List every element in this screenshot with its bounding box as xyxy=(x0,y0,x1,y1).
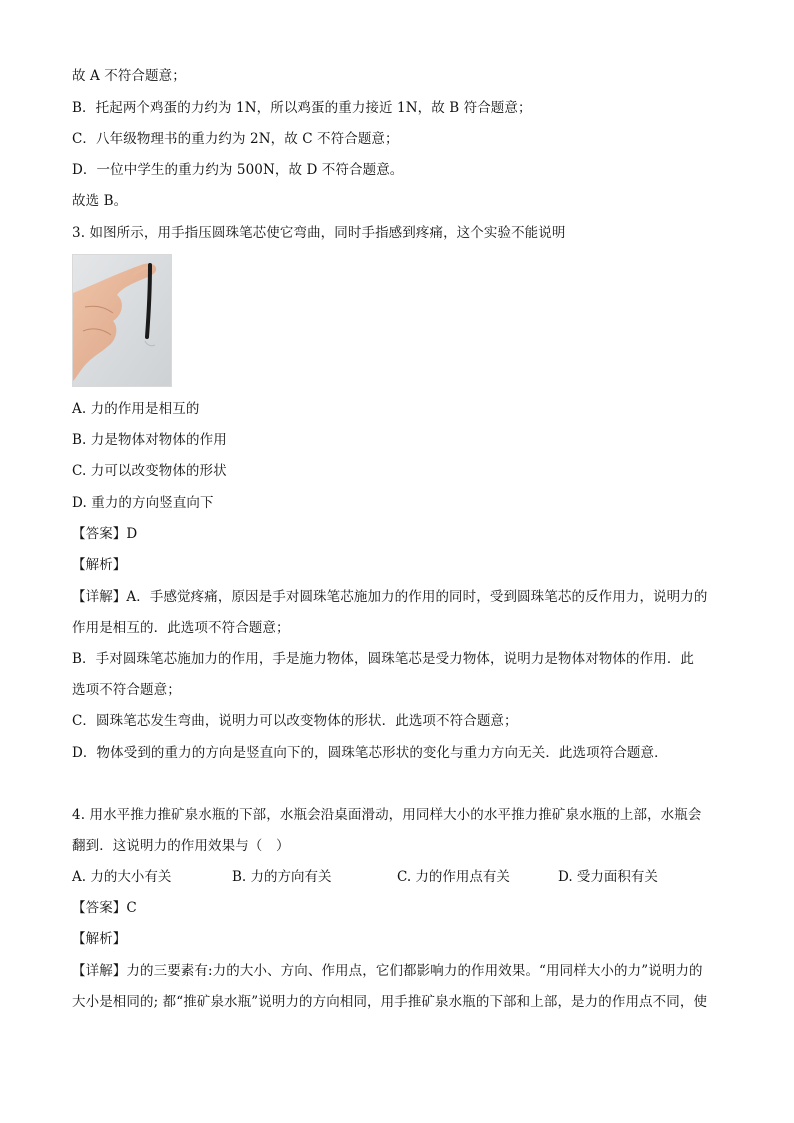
prev-answer-line-3: C．八年级物理书的重力约为 2N，故 C 不符合题意； xyxy=(72,131,399,147)
q3-detail-line-3: B．手对圆珠笔芯施加力的作用，手是施力物体，圆珠笔芯是受力物体，说明力是物体对物体的作用．此 xyxy=(72,651,695,667)
question-3-stem: 3. 如图所示，用手指压圆珠笔芯使它弯曲，同时手指感到疼痛，这个实验不能说明 xyxy=(72,225,566,241)
q4-option-d: D. 受力面积有关 xyxy=(558,869,658,885)
prev-answer-line-4: D．一位中学生的重力约为 500N，故 D 不符合题意。 xyxy=(72,162,404,178)
q4-answer: 【答案】C xyxy=(72,900,137,916)
q3-detail-line-6: D．物体受到的重力的方向是竖直向下的，圆珠笔芯形状的变化与重力方向无关．此选项符合题意． xyxy=(72,745,668,761)
q4-option-b: B. 力的方向有关 xyxy=(232,869,332,885)
prev-answer-line-1: 故 A 不符合题意； xyxy=(72,68,186,84)
q4-detail-line-2: 大小是相同的; 都“推矿泉水瓶”说明力的方向相同，用手推矿泉水瓶的下部和上部，是力的作用点不同，使 xyxy=(72,994,708,1010)
q3-option-c: C. 力可以改变物体的形状 xyxy=(72,463,227,479)
q3-option-a: A. 力的作用是相互的 xyxy=(72,401,200,417)
question-4-stem-line-2: 翻到．这说明力的作用效果与（ ） xyxy=(72,838,290,854)
q4-option-a: A. 力的大小有关 xyxy=(72,869,172,885)
q3-answer: 【答案】D xyxy=(72,526,138,542)
q3-analysis-label: 【解析】 xyxy=(72,557,127,573)
q3-detail-line-1: 【详解】A．手感觉疼痛，原因是手对圆珠笔芯施加力的作用的同时，受到圆珠笔芯的反作用力，说明力的 xyxy=(72,589,708,605)
q4-analysis-label: 【解析】 xyxy=(72,931,127,947)
q3-detail-line-5: C．圆珠笔芯发生弯曲，说明力可以改变物体的形状．此选项不符合题意； xyxy=(72,713,518,729)
q4-option-c: C. 力的作用点有关 xyxy=(397,869,510,885)
finger-pressing-pen-refill-photo xyxy=(72,254,172,387)
prev-answer-line-2: B．托起两个鸡蛋的力约为 1N，所以鸡蛋的重力接近 1N，故 B 符合题意； xyxy=(72,100,532,116)
prev-answer-conclusion: 故选 B。 xyxy=(72,193,128,209)
q3-detail-line-4: 选项不符合题意； xyxy=(72,682,181,698)
q3-option-d: D. 重力的方向竖直向下 xyxy=(72,495,214,511)
q4-detail-line-1: 【详解】力的三要素有:力的大小、方向、作用点，它们都影响力的作用效果。“用同样大小的力”说明力的 xyxy=(72,963,703,979)
question-4-stem-line-1: 4. 用水平推力推矿泉水瓶的下部，水瓶会沿桌面滑动，用同样大小的水平推力推矿泉水瓶的上部，水瓶会 xyxy=(72,807,702,823)
q3-detail-line-2: 作用是相互的．此选项不符合题意； xyxy=(72,620,290,636)
q3-option-b: B. 力是物体对物体的作用 xyxy=(72,432,227,448)
